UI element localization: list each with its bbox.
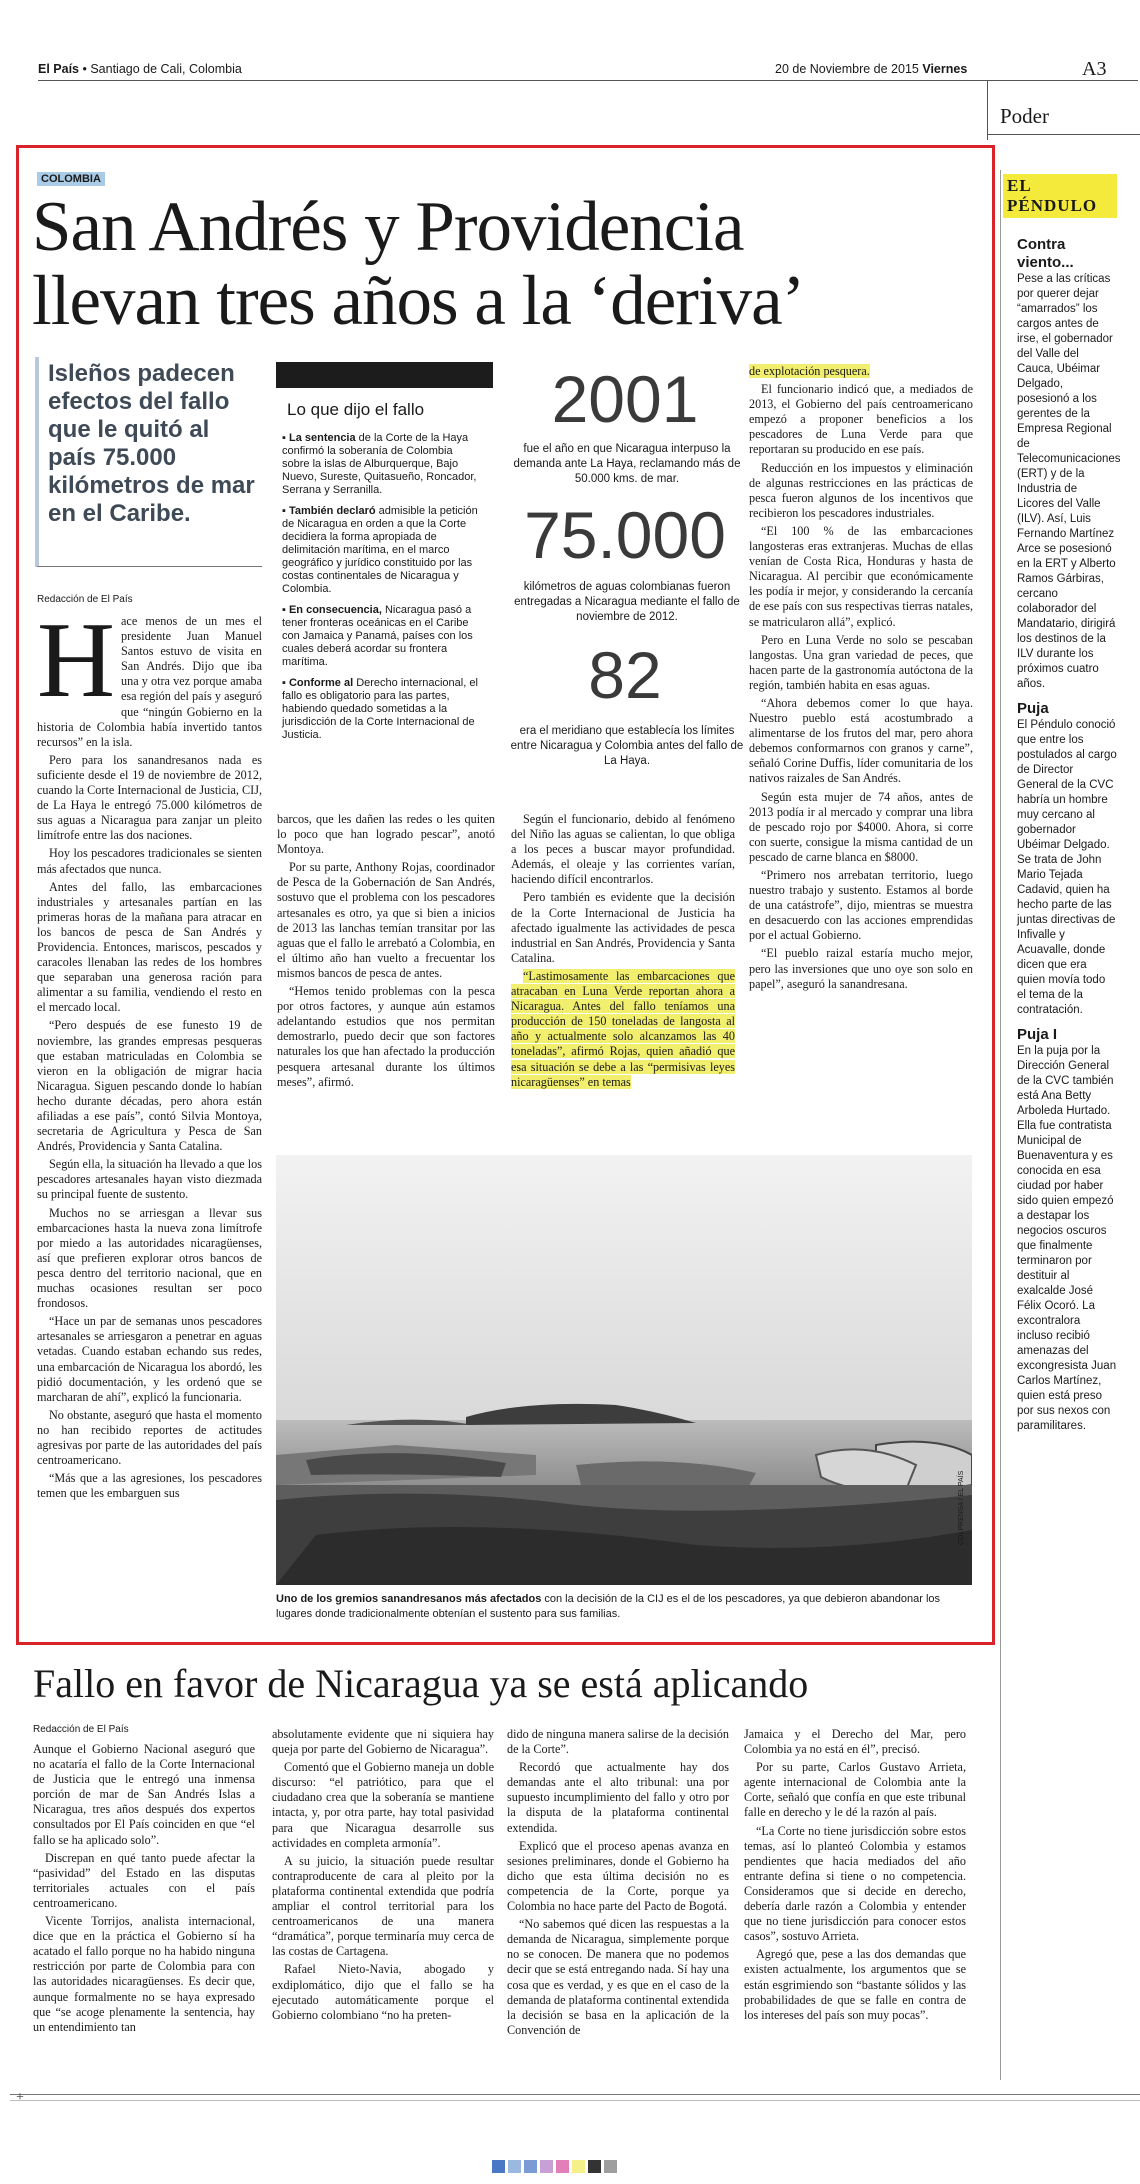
article2-paragraph: Jamaica y el Derecho del Mar, pero Colombia ya no está en él”, precisó.: [744, 1727, 966, 1757]
registration-swatch: [508, 2160, 521, 2173]
col4-paragraph: “Primero nos arrebatan territorio, luego nuestro trabajo y sustento. Estamos al borde de una catástrofe”, dijo, mientras se muestra en desacuerdo con las acciones emprendidas por el actual Gobierno.: [749, 868, 973, 943]
article2-paragraph: Rafael Nieto-Navia, abogado y exdiplomático, dijo que el fallo se ha ejecutado automáticamente porque el Gobierno colombiano “no ha preten-: [272, 1962, 494, 2022]
pendulo-item-text: En la puja por la Dirección General de la CVC también está Ana Betty Arboleda Hurtado. Ella fue contratista Municipal de Buenaventura y es conocida en esa ciudad por haber sido quien empezó a destapar los negocios oscuros que finalmente terminaron por destituir al exalcalde José Félix Ocoró. La excontralora incluso recibió amenazas del excongresista Juan Carlos Martínez, quien está preso por sus nexos con paramilitares.: [1017, 1045, 1117, 1432]
sidebar-title: Lo que dijo el fallo: [287, 400, 425, 419]
col4-paragraph: “Ahora debemos comer lo que haya. Nuestro pueblo está acostumbrado a alimentarse de los frutos del mar, pero ahora debemos conformarnos con granos y carne”, señaló Corine Duffis, líder comunitaria de los nativos raizales de San Andrés.: [749, 695, 973, 786]
pendulo-item-head: Contra viento...: [1017, 236, 1074, 271]
sidebar-header-bar: [276, 362, 493, 388]
paper-location: Santiago de Cali, Colombia: [90, 62, 242, 76]
col1-paragraph: Hoy los pescadores tradicionales se sienten más afectados que nunca.: [37, 846, 262, 876]
col4-paragraph: Según esta mujer de 74 años, antes de 2013 podía ir al mercado y comprar una libra de pescado rojo por $4000. Ahora, si corre con suerte, consigue la misma cantidad de un pescado de carne blanca en $8000.: [749, 789, 973, 864]
pendulo-title: [1003, 174, 1117, 218]
col3-paragraph: Según el funcionario, debido al fenómeno del Niño las aguas se calientan, lo que obliga a los peces a buscar mayor profundidad. Además, el oleaje y las corrientes varían, haciendo difícil encontrarlos.: [511, 812, 735, 887]
pendulo-column: [1017, 228, 1121, 1434]
photo-caption-text: con la decisión de la CIJ es el de los pescadores, ya que debieron abandonar los lugares donde tradicionalmente obtenían el sustento para sus familias.: [276, 1593, 941, 1620]
article2-paragraph: Vicente Torrijos, analista internacional, dice que en la práctica el Gobierno sí ha acatado el fallo porque no ha habido ninguna restricción por parte de Colombia para con las autoridades nicaragüenses. Es decir que, aunque formalmente no se haya expresado que “se acoge plenamente la sentencia, hay un entendimiento tan: [33, 1914, 255, 2034]
col4-paragraph: El funcionario indicó que, a mediados de 2013, el Gobierno del país centroamericano empezó a proponer beneficios a los pescadores de Luna Verde para que reportaran su producido en ese país.: [749, 382, 973, 457]
deck: Isleños padecen efectos del fallo que le quitó al país 75.000 kilómetros de mar en el Caribe.: [48, 360, 255, 527]
drop-cap: H: [37, 601, 115, 720]
lead-paragraph: ace menos de un mes el presidente Juan Manuel Santos estuvo de visita en San Andrés. Dijo que iba una y otra vez porque amaba esa región del país y aseguró que “ningún Gobierno en la historia de Colombia había invertido tantos recursos” en la isla.: [37, 614, 262, 749]
article-column-1: [37, 601, 262, 1504]
registration-swatch: [540, 2160, 553, 2173]
article2-paragraph: “La Corte no tiene jurisdicción sobre estos temas, así lo planteó Colombia y estamos pendientes que hacia mediados del año entrante defina si tiene o no competencia. Consideramos que si decide en derecho, debería darle razón a Colombia y entender que no tiene jurisdicción para conocer estos casos”, sostuvo Arrieta.: [744, 1823, 966, 1944]
sidebar-item: ▪ También declaró admisible la petición de Nicaragua en orden a que la Corte decidiera la forma apropiada de delimitación marítima, en el marco geográfico y jurídico constituido por las costas continentales de Nicaragua y Colombia.: [282, 505, 478, 595]
pendulo-title-line-1: EL: [1007, 176, 1032, 195]
article2-paragraph: Recordó que actualmente hay dos demandas ante el alto tribunal: una por supuesto incumplimiento del fallo y otro por la disputa de la plataforma continental extendida.: [507, 1760, 729, 1835]
highlighted-quote: “Lastimosamente las embarcaciones que atracaban en Luna Verde reportan ahora a Nicaragua. Antes del fallo teníamos una producción de 150 toneladas de langosta al año y actualmente solo alcanzamos las 40 toneladas”, afirmó Rojas, quien añadió que esa situación se debe a las “permisivas leyes nicaragüenses” en temas: [511, 968, 735, 1089]
section-label: Poder: [1000, 104, 1049, 128]
issue-weekday: Viernes: [922, 62, 968, 76]
crop-mark-left: +: [16, 2090, 24, 2105]
registration-swatch: [524, 2160, 537, 2173]
beach-photo: [276, 1155, 972, 1585]
article2-headline: Fallo en favor de Nicaragua ya se está aplicando: [33, 1661, 809, 1706]
col4-paragraph: Pero en Luna Verde no solo se pescaban langostas. Una gran variedad de peces, que hacen parte de la gastronomía autóctona de la región, también habita en esas aguas.: [749, 632, 973, 692]
col1-paragraph: Pero para los sanandresanos nada es suficiente desde el 19 de noviembre de 2012, cuando la Corte Internacional de Justicia, CIJ, de La Haya le entregó 75.000 kilómetros de sus aguas a Nicaragua para zanjar un pleito limítrofe entre las dos naciones.: [37, 752, 262, 843]
deck-rule: [35, 357, 39, 567]
kicker: COLOMBIA: [37, 172, 105, 186]
stat-value: 75.000: [524, 498, 726, 572]
col1-paragraph: Muchos no se arriesgan a llevar sus embarcaciones hasta la nueva zona limítrofe por miedo a las autoridades nicaragüenses, así que prefieren explorar otros bancos de pesca dentro del territorio nacional, que en muchas ocasiones resultan ser poco frondosos.: [37, 1205, 262, 1311]
registration-swatch: [492, 2160, 505, 2173]
article2-paragraph: absolutamente evidente que ni siquiera hay queja por parte del Gobierno de Nicaragua”.: [272, 1727, 494, 1757]
header-rule: [38, 80, 1138, 81]
article2-paragraph: Explicó que el proceso apenas avanza en sesiones preliminares, donde el Gobierno ha dicho que esta última decisión no es competencia de la Corte, porque ya Colombia no hace parte del Pacto de Bogotá.: [507, 1838, 729, 1914]
page-number: A3: [1082, 58, 1107, 80]
article2-paragraph: Aunque el Gobierno Nacional aseguró que no acataría el fallo de la Corte Internacional de Justicia que le entregó una inmensa porción de mar de San Andrés Islas a Nicaragua, tres años después dos expertos consultados por El País coinciden en que “el fallo se ha aplicado solo”.: [33, 1742, 255, 1847]
paper-name: El País: [38, 62, 79, 76]
col1-paragraph: “Pero después de ese funesto 19 de noviembre, las grandes empresas pesqueras que estaban matriculadas en Colombia se vieron en la obligación de migrar hacia Nicaragua. Siguen pescando donde lo habían hecho durante décadas, pero ahora están afiliadas a ese país”, contó Silvia Montoya, secretaria de Agricultura y Pesca de San Andrés, Providencia y Santa Catalina.: [37, 1018, 262, 1154]
section-rule-bottom: [987, 134, 1140, 135]
col1-paragraph: “Hace un par de semanas unos pescadores artesanales se arriesgaron a penetrar en aguas vetadas. Cuando estaban echando sus redes, una embarcación de Nicaragua los abordó, les pidió documentación, y les ordenó que se marcharan de ahí”, explicó la funcionaria.: [37, 1314, 262, 1404]
registration-swatch: [588, 2160, 601, 2173]
pendulo-rule: [1000, 170, 1001, 2080]
headline: [32, 190, 804, 338]
article2-paragraph: Discrepan en qué tanto puede afectar la “pasividad” del Estado en las disputas territoriales actuales con el país centroamericano.: [33, 1850, 255, 1910]
article-column-3: [511, 812, 735, 1093]
sidebar-item: ▪ La sentencia de la Corte de la Haya confirmó la soberanía de Colombia sobre la islas de Alburquerque, Bajo Nuevo, Sureste, Quitasueño, Roncador, Serrana y Serranilla.: [282, 432, 477, 496]
col1-paragraph: Según ella, la situación ha llevado a que los pescadores artesanales hayan visto diezmada su principal fuente de sustento.: [37, 1157, 262, 1202]
headline-line-2: llevan tres años a la ‘deriva’: [32, 262, 805, 340]
article2-paragraph: Agregó que, pese a las dos demandas que existen actualmente, los argumentos que se están esgrimiendo son “bastante sólidos y las probabilidades de que se falle en contra de los intereses del país son muy pocas”.: [744, 1947, 966, 2022]
footer-rule: [10, 2094, 1140, 2095]
col4-paragraph: “El 100 % de las embarcaciones langosteras eras extranjeras. Muchas de ellas venían de Costa Rica, Honduras y hasta de Nicaragua. Al percibir que económicamente les podía ir mejor, y considerando la cercanía de ese país con sus respectivas tierras natales, se matricularon allá”, explicó.: [749, 523, 973, 629]
headline-line-1: San Andrés y Providencia: [32, 188, 744, 266]
stat-caption: fue el año en que Nicaragua interpuso la demanda ante La Haya, reclamando más de 50.000 kms. de mar.: [513, 443, 741, 485]
sidebar-item: ▪ En consecuencia, Nicaragua pasó a tener fronteras oceánicas en el Caribe con Jamaica y Panamá, países con los cuales deberá acordar su frontera marítima.: [282, 604, 473, 668]
date-line: [775, 62, 967, 76]
article2-column-4: [744, 1727, 966, 2026]
col1-paragraph: “Más que a las agresiones, los pescadores temen que les embarguen sus: [37, 1471, 262, 1501]
stat-caption: era el meridiano que establecía los límites entre Nicaragua y Colombia antes del fallo de La Haya.: [510, 725, 744, 767]
col2-paragraph: barcos, que les dañen las redes o les quiten lo poco que han logrado pescar”, anotó Montoya.: [277, 812, 495, 857]
photo-caption-lead: Uno de los gremios sanandresanos más afectados: [276, 1593, 542, 1605]
pendulo-item-text: Pese a las críticas por querer dejar “amarrados” los cargos antes de irse, el gobernador del Valle del Cauca, Ubéimar Delgado, posesionó a los gerentes de la Empresa Regional de Telecomunicaciones (ERT) y de la Industria de Licores del Valle (ILV). Así, Luis Fernando Martínez Arce se posesionó en la ERT y Alberto Ramos Gárbiras, cercano colaborador del Mandatario, dirigirá los destinos de la ILV durante los próximos cuatro años.: [1017, 273, 1121, 690]
pendulo-title-line-2: PÉNDULO: [1007, 196, 1098, 215]
article2-paragraph: Por su parte, Carlos Gustavo Arrieta, agente internacional de Colombia ante la Corte, señaló que confía en que este tribunal falle en derecho y le dé la razón al país.: [744, 1760, 966, 1820]
article2-paragraph: dido de ninguna manera salirse de la decisión de la Corte”.: [507, 1727, 729, 1757]
registration-swatch: [572, 2160, 585, 2173]
sidebar-item: ▪ Conforme al Derecho internacional, el fallo es obligatorio para las partes, habiendo quedado sometidas a la jurisdicción de la Corte Internacional de Justicia.: [282, 677, 478, 741]
col1-paragraph: Antes del fallo, las embarcaciones industriales y artesanales partían en las primeras horas de la mañana para atracar en los bancos de pesca de San Andrés y Providencia. Entonces, mariscos, pescados y caracoles llenaban las redes de los hombres que separaban una generosa ración para alimentar a su familia, vendiendo el resto en el mercado local.: [37, 879, 262, 1015]
photo-caption: [276, 1592, 976, 1622]
article2-column-1: [33, 1742, 255, 2038]
photo-credit: COLPRENSA / EL PAÍS: [958, 1470, 965, 1545]
color-registration-bar: [492, 2160, 617, 2173]
col1-paragraph: No obstante, aseguró que hasta el momento no han recibido reportes de actitudes agresivas por parte de las autoridades del país centroamericano.: [37, 1407, 262, 1468]
article-column-2: [277, 812, 495, 1093]
article2-byline: Redacción de El País: [33, 1724, 129, 1735]
stat-value: 82: [588, 638, 662, 712]
col4-paragraph: “El pueblo raizal estaría mucho mejor, pero las inversiones que uno oye son solo en papel”, aseguró la sanandresana.: [749, 946, 973, 991]
byline: Redacción de El País: [37, 594, 133, 605]
stat-caption: kilómetros de aguas colombianas fueron entregadas a Nicaragua mediante el fallo de noviembre de 2012.: [514, 581, 740, 623]
masthead-line: El País • Santiago de Cali, Colombia: [38, 62, 242, 76]
col3-paragraph: Pero también es evidente que la decisión de la Corte Internacional de Justicia ha afectado igualmente las actividades de pesca industrial en San Andrés, Providencia y Santa Catalina.: [511, 890, 735, 965]
highlighted-continuation: de explotación pesquera.: [749, 364, 870, 378]
deck-bottom-rule: [37, 566, 262, 567]
issue-date: 20 de Noviembre de 2015: [775, 62, 919, 76]
registration-swatch: [604, 2160, 617, 2173]
article2-paragraph: Comentó que el Gobierno maneja un doble discurso: “el patriótico, para que el ciudadano crea que la soberanía se mantiene intacta, y, por otra parte, hay total pasividad para que Nicaragua desarrolle sus actividades en completa armonía”.: [272, 1760, 494, 1850]
article2-paragraph: “No sabemos qué dicen las respuestas a la demanda de Nicaragua, simplemente porque no se conocen. De manera que no podemos decir que se está entregando nada. Sí hay una cosa que es verdad, y es que en el caso de la demanda de plataforma continental extendida la decisión se basa en la aplicación de la Convención de: [507, 1917, 729, 2037]
article-column-4: [749, 364, 973, 995]
footer-rule-2: [10, 2100, 1140, 2101]
stat-value: 2001: [551, 362, 699, 436]
pendulo-item-head: Puja I: [1017, 1026, 1058, 1043]
col2-paragraph: “Hemos tenido problemas con la pesca por otros factores, y aunque aún estamos adelantando estudios que nos permitan demostrarlo, puedo decir que son factores naturales los que han afectado la producción pesquera artesanal durante los últimos meses”, afirmó.: [277, 984, 495, 1089]
section-rule-left: [987, 80, 988, 140]
col4-paragraph: Reducción en los impuestos y eliminación de algunas restricciones en las prácticas de pesca fueron algunos de los incentivos que recibieron los pescadores industriales.: [749, 460, 973, 520]
col2-paragraph: Por su parte, Anthony Rojas, coordinador de Pesca de la Gobernación de San Andrés, sostuvo que el problema con los pescadores artesanales es otro, ya que si bien a inicios de 2013 las lanchas temían transitar por las aguas que el fallo le arrebató a Colombia, en el último año han vuelto a frecuentar los mismos bancos de pesca de antes.: [277, 860, 495, 980]
pendulo-item-text: El Péndulo conoció que entre los postulados al cargo de Director General de la CVC habría un hombre muy cercano al gobernador Ubéimar Delgado. Se trata de John Mario Tejada Cadavid, quien ha hecho parte de las juntas directivas de Infivalle y Acuavalle, donde dicen que era quien movía todo el tema de la contratación.: [1017, 719, 1117, 1016]
registration-swatch: [556, 2160, 569, 2173]
article2-paragraph: A su juicio, la situación puede resultar contraproducente de cara al pleito por la plataforma continental extendida que podría ampliar el control territorial para los centroamericanos de una manera “dramática”, porque terminaría muy cerca de las costas de Cartagena.: [272, 1853, 494, 1959]
beach-photo-image: [276, 1155, 972, 1585]
article2-column-3: [507, 1727, 729, 2041]
pendulo-item-head: Puja: [1017, 700, 1049, 717]
article2-column-2: [272, 1727, 494, 2026]
sidebar-list: [282, 432, 482, 750]
